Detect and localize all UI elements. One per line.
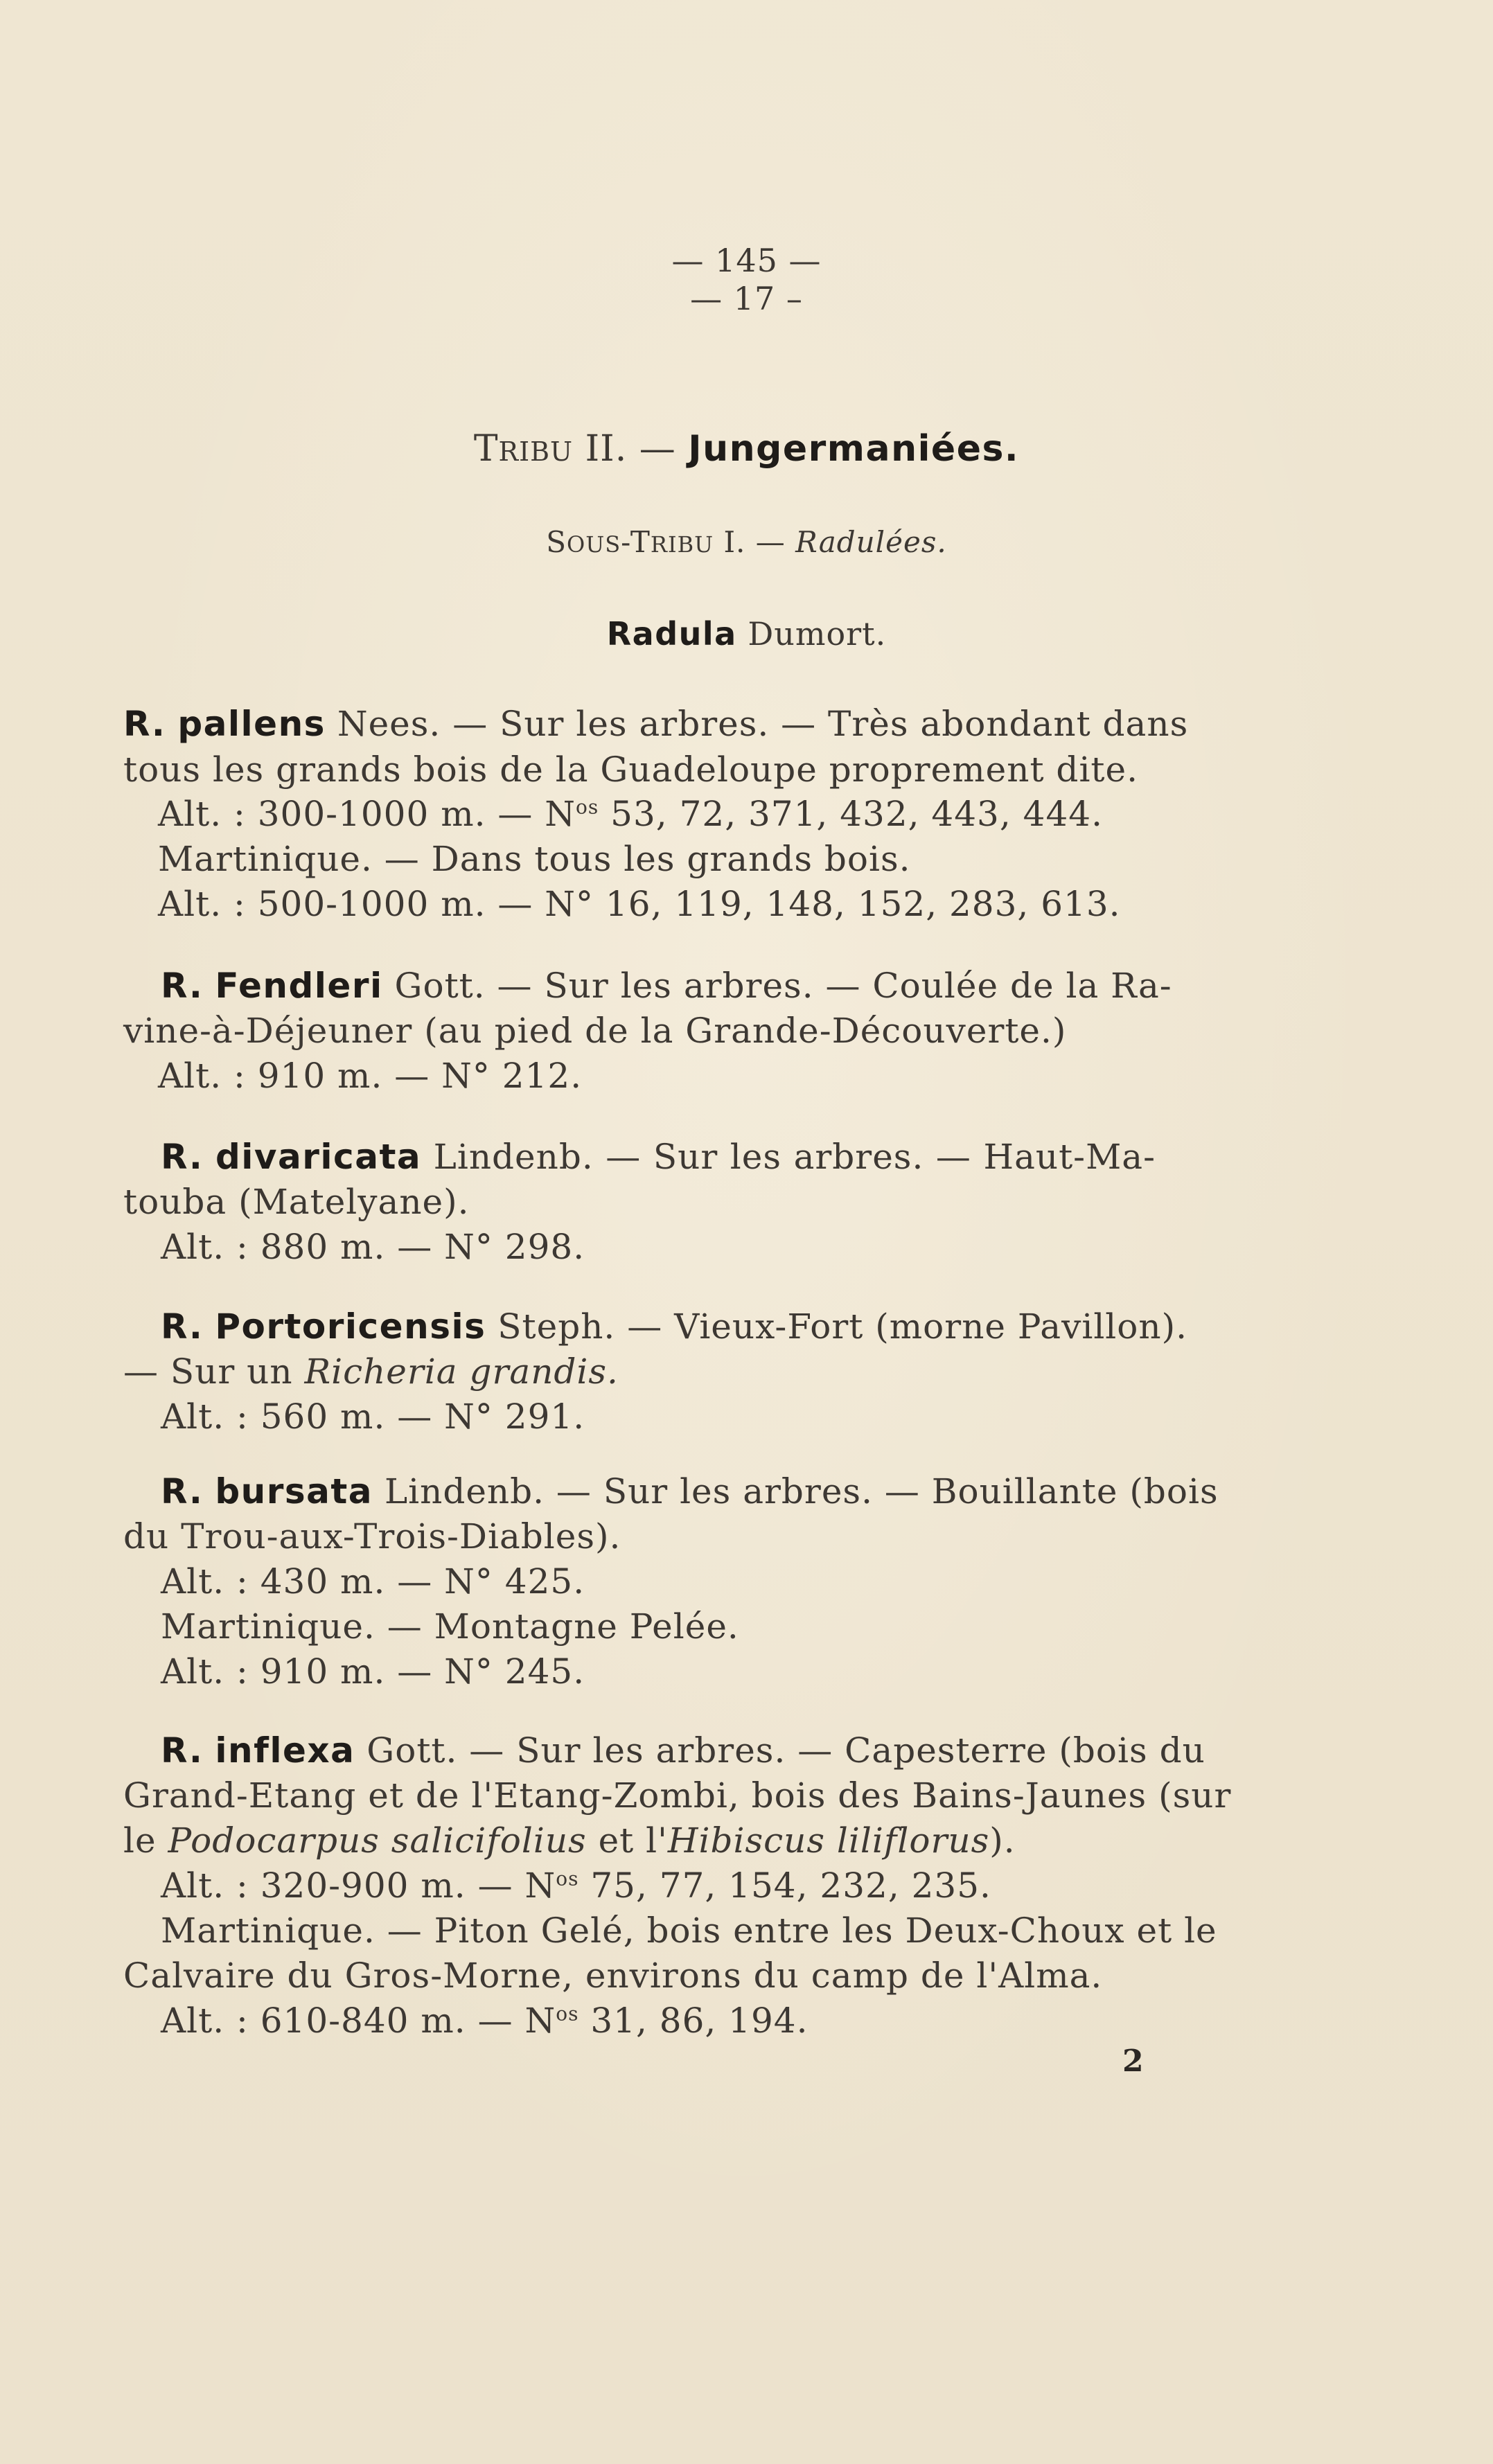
species-line: R. bursata Lindenb. — Sur les arbres. — Bouillante (bois: [161, 1471, 1219, 1512]
species-line: Grand-Etang et de l'Etang-Zombi, bois des Bains-Jaunes (sur: [123, 1775, 1232, 1816]
species-line: touba (Matelyane).: [123, 1182, 470, 1222]
species-line: R. divaricata Lindenb. — Sur les arbres. — Haut-Ma-: [161, 1137, 1156, 1177]
species-name: divaricata: [215, 1137, 422, 1177]
species-altitude: Alt. : 910 m. — N° 212.: [158, 1056, 583, 1096]
subtribe-prefix: SOUS-TRIBU: [546, 525, 714, 559]
species-line: Martinique. — Dans tous les grands bois.: [158, 839, 911, 879]
subtribe-name: Radulées.: [795, 525, 947, 559]
species-name: Portoricensis: [215, 1306, 486, 1347]
species-line: Calvaire du Gros-Morne, environs du camp de l'Alma.: [123, 1956, 1103, 1996]
species-line: R. Portoricensis Steph. — Vieux-Fort (morne Pavillon).: [161, 1306, 1188, 1347]
genus-author: Dumort.: [748, 615, 887, 653]
species-altitude: Alt. : 880 m. — N° 298.: [161, 1227, 585, 1267]
subtribe-heading: [0, 525, 1493, 559]
species-line: tous les grands bois de la Guadeloupe proprement dite.: [123, 750, 1139, 790]
species-line: le Podocarpus salicifolius et l'Hibiscus liliflorus).: [123, 1820, 1016, 1861]
tribe-heading: [0, 428, 1493, 470]
species-altitude: Alt. : 430 m. — N° 425.: [161, 1561, 585, 1602]
species-line: R. Fendleri Gott. — Sur les arbres. — Coulée de la Ra-: [161, 966, 1172, 1006]
species-altitude: Alt. : 500-1000 m. — N° 16, 119, 148, 152, 283, 613.: [158, 884, 1121, 924]
species-altitude: Alt. : 320-900 m. — $N^{os}$ 75, 77, 154, 232, 235.: [161, 1865, 991, 1906]
tribe-prefix: TRIBU: [473, 428, 574, 470]
page-number-primary: — 145 —: [671, 242, 822, 279]
genus-heading: [0, 615, 1493, 653]
page-number-secondary: — 17 –: [690, 280, 803, 317]
species-altitude: Alt. : 910 m. — N° 245.: [161, 1651, 585, 1692]
species-altitude: Alt. : 610-840 m. — $N^{os}$ 31, 86, 194.: [161, 2001, 809, 2041]
tribe-roman: II. —: [585, 428, 676, 470]
tribe-name: Jungermaniées.: [688, 428, 1020, 470]
species-name: pallens: [177, 704, 326, 744]
signature-mark: 2: [1122, 2044, 1144, 2079]
species-altitude: Alt. : 300-1000 m. — $N^{os}$ 53, 72, 371, 432, 443, 444.: [158, 794, 1103, 834]
species-line: — Sur un Richeria grandis.: [123, 1351, 619, 1392]
genus-name: Radula: [606, 615, 737, 653]
species-line: Martinique. — Montagne Pelée.: [161, 1606, 739, 1647]
species-line: vine-à-Déjeuner (au pied de la Grande-Découverte.): [123, 1011, 1067, 1051]
species-name: bursata: [215, 1471, 373, 1512]
species-line: R. pallens Nees. — Sur les arbres. — Très abondant dans: [123, 704, 1189, 744]
species-name: Fendleri: [215, 966, 383, 1006]
species-line: du Trou-aux-Trois-Diables).: [123, 1516, 621, 1557]
species-altitude: Alt. : 560 m. — N° 291.: [161, 1397, 585, 1437]
species-name: inflexa: [215, 1730, 355, 1771]
species-line: R. inflexa Gott. — Sur les arbres. — Capesterre (bois du: [161, 1730, 1205, 1771]
subtribe-roman: I. —: [723, 525, 786, 559]
species-line: Martinique. — Piton Gelé, bois entre les Deux-Choux et le: [161, 1911, 1217, 1951]
